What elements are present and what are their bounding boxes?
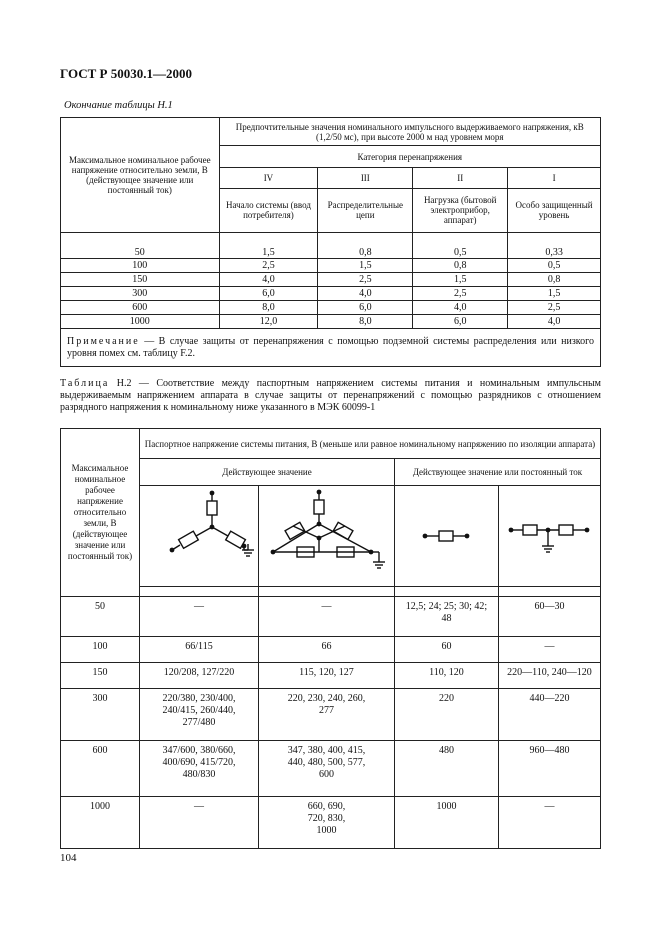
t2-cell: 115, 120, 127 <box>259 663 395 689</box>
delta-circuit-diagram <box>259 486 395 587</box>
t1-cat: I <box>508 168 601 188</box>
table2-title <box>60 378 601 414</box>
t2-cell: 60 <box>395 637 499 663</box>
t2-cell: 220, 230, 240, 260, 277 <box>259 689 395 741</box>
t1-cell: 2,5 <box>508 301 601 315</box>
t1-cell: 2,5 <box>219 259 318 273</box>
t1-cell: 2,5 <box>413 287 508 301</box>
t2-cell: 50 <box>61 597 140 637</box>
t1-cell: 8,0 <box>318 315 413 329</box>
t1-cell: 150 <box>61 273 220 287</box>
t2-rowhead: Максимальное номинальное рабочее напряжение относительно земли, В (действующее значение или постоянный ток) <box>61 429 140 597</box>
t2-cell: 1000 <box>395 797 499 849</box>
t1-cell: 2,5 <box>318 273 413 287</box>
t1-cell: 0,8 <box>508 273 601 287</box>
t1-cell: 6,0 <box>413 315 508 329</box>
t1-cell: 4,0 <box>508 315 601 329</box>
t1-cat: II <box>413 168 508 188</box>
t2-cell: 220 <box>395 689 499 741</box>
page-number: 104 <box>60 852 77 864</box>
wye-circuit-diagram <box>140 486 259 587</box>
table1-caption: Окончание таблицы Н.1 <box>64 100 173 111</box>
t1-cell: 0,8 <box>413 259 508 273</box>
t1-cell: 1,5 <box>508 287 601 301</box>
t1-cell: 6,0 <box>219 287 318 301</box>
t1-cell: 0,8 <box>318 233 413 259</box>
t1-cell: 300 <box>61 287 220 301</box>
t2-cell: — <box>140 597 259 637</box>
t2-cell: 1000 <box>61 797 140 849</box>
t2-cell: 66/115 <box>140 637 259 663</box>
wye-circuit-icon <box>140 486 258 584</box>
table-h1 <box>60 117 601 367</box>
t1-cell: 4,0 <box>219 273 318 287</box>
note-text: — В случае защиты от перенапряжения с помощью подземной системы распределения или низкого уровня помех см. таблицу F.2. <box>67 335 594 359</box>
t2-cell: 600 <box>61 741 140 797</box>
t1-cell: 100 <box>61 259 220 273</box>
t2-cell: 220—110, 240—120 <box>499 663 601 689</box>
t1-note <box>61 329 601 367</box>
t2-cell: — <box>140 797 259 849</box>
t1-cell: 0,33 <box>508 233 601 259</box>
table-h2 <box>60 428 601 849</box>
t1-cell: 1,5 <box>219 233 318 259</box>
dc-two-wire-icon <box>395 486 498 584</box>
t1-desc: Начало системы (ввод потребителя) <box>219 188 318 232</box>
t2-cell: — <box>499 637 601 663</box>
t2-cell: 660, 690, 720, 830, 1000 <box>259 797 395 849</box>
table2-title-text: Н.2 — Соответствие между паспортным напряжением системы питания и номинальным импульсным выдерживаемым напряжением аппарата в случае защиты от перенапряжений с помощью разрядников с отношением разрядного напряжения к номинальному ниже указанного в МЭК 60099-1 <box>60 378 601 413</box>
t1-category-header: Категория перенапряжения <box>219 146 600 168</box>
t1-cell: 1,5 <box>413 273 508 287</box>
t1-cell: 0,5 <box>413 233 508 259</box>
t2-passport-header: Паспортное напряжение системы питания, В (меньше или равное номинальному напряжению по изоляции аппарата) <box>140 429 601 459</box>
t1-cat: III <box>318 168 413 188</box>
t1-cell: 4,0 <box>318 287 413 301</box>
t2-cell: 60—30 <box>499 597 601 637</box>
t2-cell: 66 <box>259 637 395 663</box>
t2-acdc-header: Действующее значение или постоянный ток <box>395 459 601 486</box>
t1-cell: 4,0 <box>413 301 508 315</box>
dc-three-wire-diagram <box>499 486 601 587</box>
t1-desc: Распределительные цепи <box>318 188 413 232</box>
t2-cell: 347, 380, 400, 415, 440, 480, 500, 577, 600 <box>259 741 395 797</box>
t2-cell: 440—220 <box>499 689 601 741</box>
note-label: Примечание <box>67 335 140 347</box>
t2-cell: 300 <box>61 689 140 741</box>
t2-cell: — <box>499 797 601 849</box>
t2-cell: 960—480 <box>499 741 601 797</box>
t1-cell: 1000 <box>61 315 220 329</box>
t2-cell: 100 <box>61 637 140 663</box>
t2-cell: 12,5; 24; 25; 30; 42; 48 <box>395 597 499 637</box>
t2-cell: 150 <box>61 663 140 689</box>
t1-cell: 0,5 <box>508 259 601 273</box>
t1-desc: Особо защищенный уровень <box>508 188 601 232</box>
dc-two-wire-diagram <box>395 486 499 587</box>
t1-cell: 12,0 <box>219 315 318 329</box>
t2-cell: 110, 120 <box>395 663 499 689</box>
t1-desc: Нагрузка (бытовой электроприбор, аппарат) <box>413 188 508 232</box>
t1-cell: 50 <box>61 233 220 259</box>
t1-cell: 8,0 <box>219 301 318 315</box>
t1-cell: 1,5 <box>318 259 413 273</box>
t1-cat: IV <box>219 168 318 188</box>
t2-cell: 347/600, 380/660, 400/690, 415/720, 480/830 <box>140 741 259 797</box>
t2-ac-header: Действующее значение <box>140 459 395 486</box>
t2-cell: — <box>259 597 395 637</box>
t2-cell: 220/380, 230/400, 240/415, 260/440, 277/480 <box>140 689 259 741</box>
t1-cell: 6,0 <box>318 301 413 315</box>
t1-cell: 600 <box>61 301 220 315</box>
t2-cell: 120/208, 127/220 <box>140 663 259 689</box>
table2-title-label: Таблица <box>60 378 110 389</box>
delta-circuit-icon <box>259 486 394 584</box>
t1-preferred-header: Предпочтительные значения номинального импульсного выдерживаемого напряжения, кВ (1,2/50 мс), при высоте 2000 м над уровнем моря <box>219 118 600 146</box>
t1-rowhead: Максимальное номинальное рабочее напряжение относительно земли, В (действующее значение или постоянный ток) <box>61 118 220 233</box>
document-title: ГОСТ Р 50030.1—2000 <box>60 66 192 81</box>
dc-three-wire-icon <box>499 486 600 584</box>
t2-cell: 480 <box>395 741 499 797</box>
